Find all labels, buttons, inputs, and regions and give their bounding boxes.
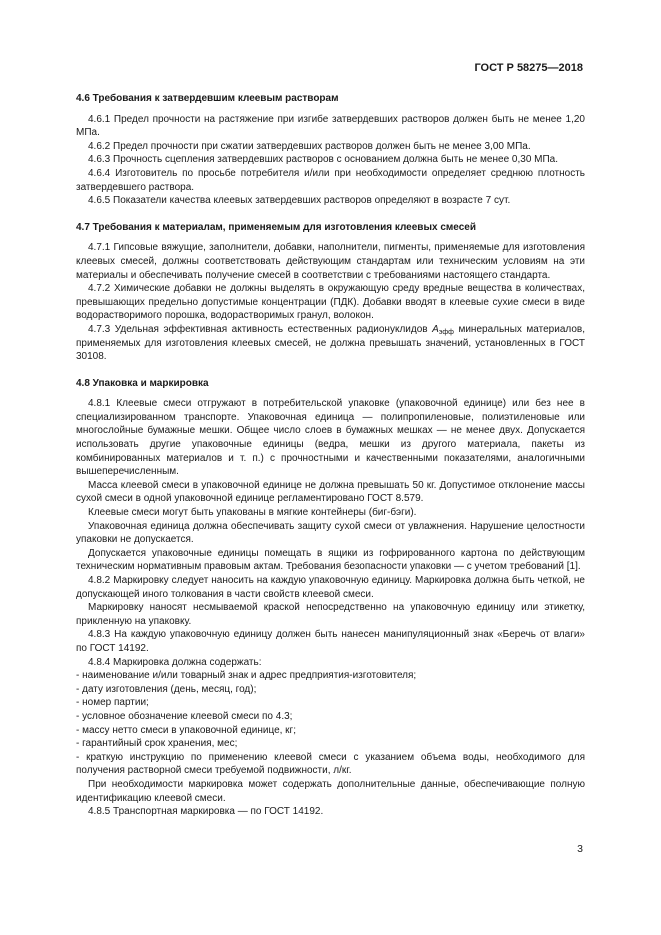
list-item: - краткую инструкцию по применению клеевой смеси с указанием объема воды, необходимого для получения растворной смеси требуемой подвижности, л/кг. [76, 751, 585, 777]
document-designation: ГОСТ Р 58275—2018 [474, 62, 583, 74]
paragraph: 4.6.5 Показатели качества клеевых затвердевших растворов определяют в возрасте 7 сут. [88, 195, 511, 207]
paragraph: 4.6.2 Предел прочности при сжатии затвердевших растворов должен быть не менее 3,00 МПа. [88, 140, 531, 152]
page-body [76, 92, 585, 832]
paragraph-radionuclides [76, 323, 585, 364]
symbol-activity: A [432, 323, 439, 335]
section-4-8 [76, 377, 585, 819]
section-heading: 4.7 Требования к материалам, применяемым для изготовления клеевых смесей [76, 221, 476, 233]
list-item: - массу нетто смеси в упаковочной единице, кг; [76, 724, 296, 736]
paragraph: При необходимости маркировка может содержать дополнительные данные, обеспечивающие полную идентификацию клеевой смеси. [76, 778, 585, 804]
section-heading: 4.6 Требования к затвердевшим клеевым растворам [76, 93, 339, 104]
symbol-subscript: эфф [438, 328, 454, 336]
paragraph: 4.8.2 Маркировку следует наносить на каждую упаковочную единицу. Маркировка должна быть четкой, не допускающей иного толкования в части свойств клеевой смеси. [76, 575, 585, 600]
paragraph: 4.6.1 Предел прочности на растяжение при изгибе затвердевших растворов должен быть не менее 1,20 МПа. [76, 113, 585, 139]
list-item: - гарантийный срок хранения, мес; [76, 738, 238, 750]
paragraph: Маркировку наносят несмываемой краской непосредственно на упаковочную единицу или этикетку, прикленную на упаковку. [76, 602, 585, 627]
list-item: - условное обозначение клеевой смеси по 4.3; [76, 710, 293, 722]
paragraph: 4.6.3 Прочность сцепления затвердевших растворов с основанием должна быть не менее 0,30 МПа. [88, 154, 559, 166]
text-run: 4.7.3 Удельная эффективная активность естественных радионуклидов [88, 323, 433, 335]
paragraph: Допускается упаковочные единицы помещать в ящики из гофрированного картона по действующим техническим нормативным правовым актам. Требования безопасности упаковки — с учетом требований [1]. [76, 547, 585, 573]
marking-list [76, 669, 585, 778]
list-item: - наименование и/или товарный знак и адрес предприятия-изготовителя; [76, 670, 417, 682]
list-item: - номер партии; [76, 697, 149, 709]
text-run: минеральных материалов, применяемых для изготовления клеевых смесей, не должна превышать значений, установленных в ГОСТ 30108. [76, 323, 585, 363]
paragraph: 4.8.3 На каждую упаковочную единицу должен быть нанесен манипуляционный знак «Беречь от влаги» по ГОСТ 14192. [76, 629, 585, 654]
section-heading: 4.8 Упаковка и маркировка [76, 377, 209, 389]
paragraph: 4.8.5 Транспортная маркировка — по ГОСТ 14192. [88, 806, 324, 818]
section-4-6 [76, 92, 585, 208]
paragraph: 4.8.1 Клеевые смеси отгружают в потребительской упаковке (упаковочной единице) или без нее в специализированном транспорте. Упаковочная единица — полипропиленовые, полиэтиленовые или многослойные бумажные мешки. Общее число слоев в бумажных мешках — не менее двух. Допускается использовать другие упаковочные единицы (ведра, мешки из другого материала, пакеты из комбинированных материалов и т. п.) с прочностными и качественными показателями, аналогичными вышеперечисленным. [76, 398, 585, 478]
paragraph: Упаковочная единица должна обеспечивать защиту сухой смеси от увлажнения. Нарушение целостности упаковки не допускается. [76, 520, 585, 546]
list-item: - дату изготовления (день, месяц, год); [76, 683, 257, 695]
paragraph: Масса клеевой смеси в упаковочной единице не должна превышать 50 кг. Допустимое отклонение массы сухой смеси в одной упаковочной единице регламентировано ГОСТ 8.579. [76, 479, 585, 505]
page-number: 3 [577, 843, 583, 855]
paragraph: 4.7.1 Гипсовые вяжущие, заполнители, добавки, наполнители, пигменты, применяемые для изготовления клеевых смесей, должны соответствовать действующим стандартам или техническим условиям на эти материалы и обеспечивать получение смесей в соответствии с требованиями настоящего стандарта. [76, 242, 585, 281]
paragraph: 4.6.4 Изготовитель по просьбе потребителя и/или при необходимости определяет среднюю плотность затвердевшего раствора. [76, 167, 585, 193]
paragraph: 4.7.2 Химические добавки не должны выделять в окружающую среду вредные вещества в количествах, превышающих предельно допустимые концентрации (ПДК). Добавки вводят в клеевые сухие смеси в виде водорастворимого порошка, водорастворимых гранул, волокон. [76, 283, 585, 322]
paragraph: Клеевые смеси могут быть упакованы в мягкие контейнеры (биг-бэги). [88, 507, 417, 519]
paragraph: 4.8.4 Маркировка должна содержать: [88, 656, 262, 668]
section-4-7 [76, 221, 585, 364]
